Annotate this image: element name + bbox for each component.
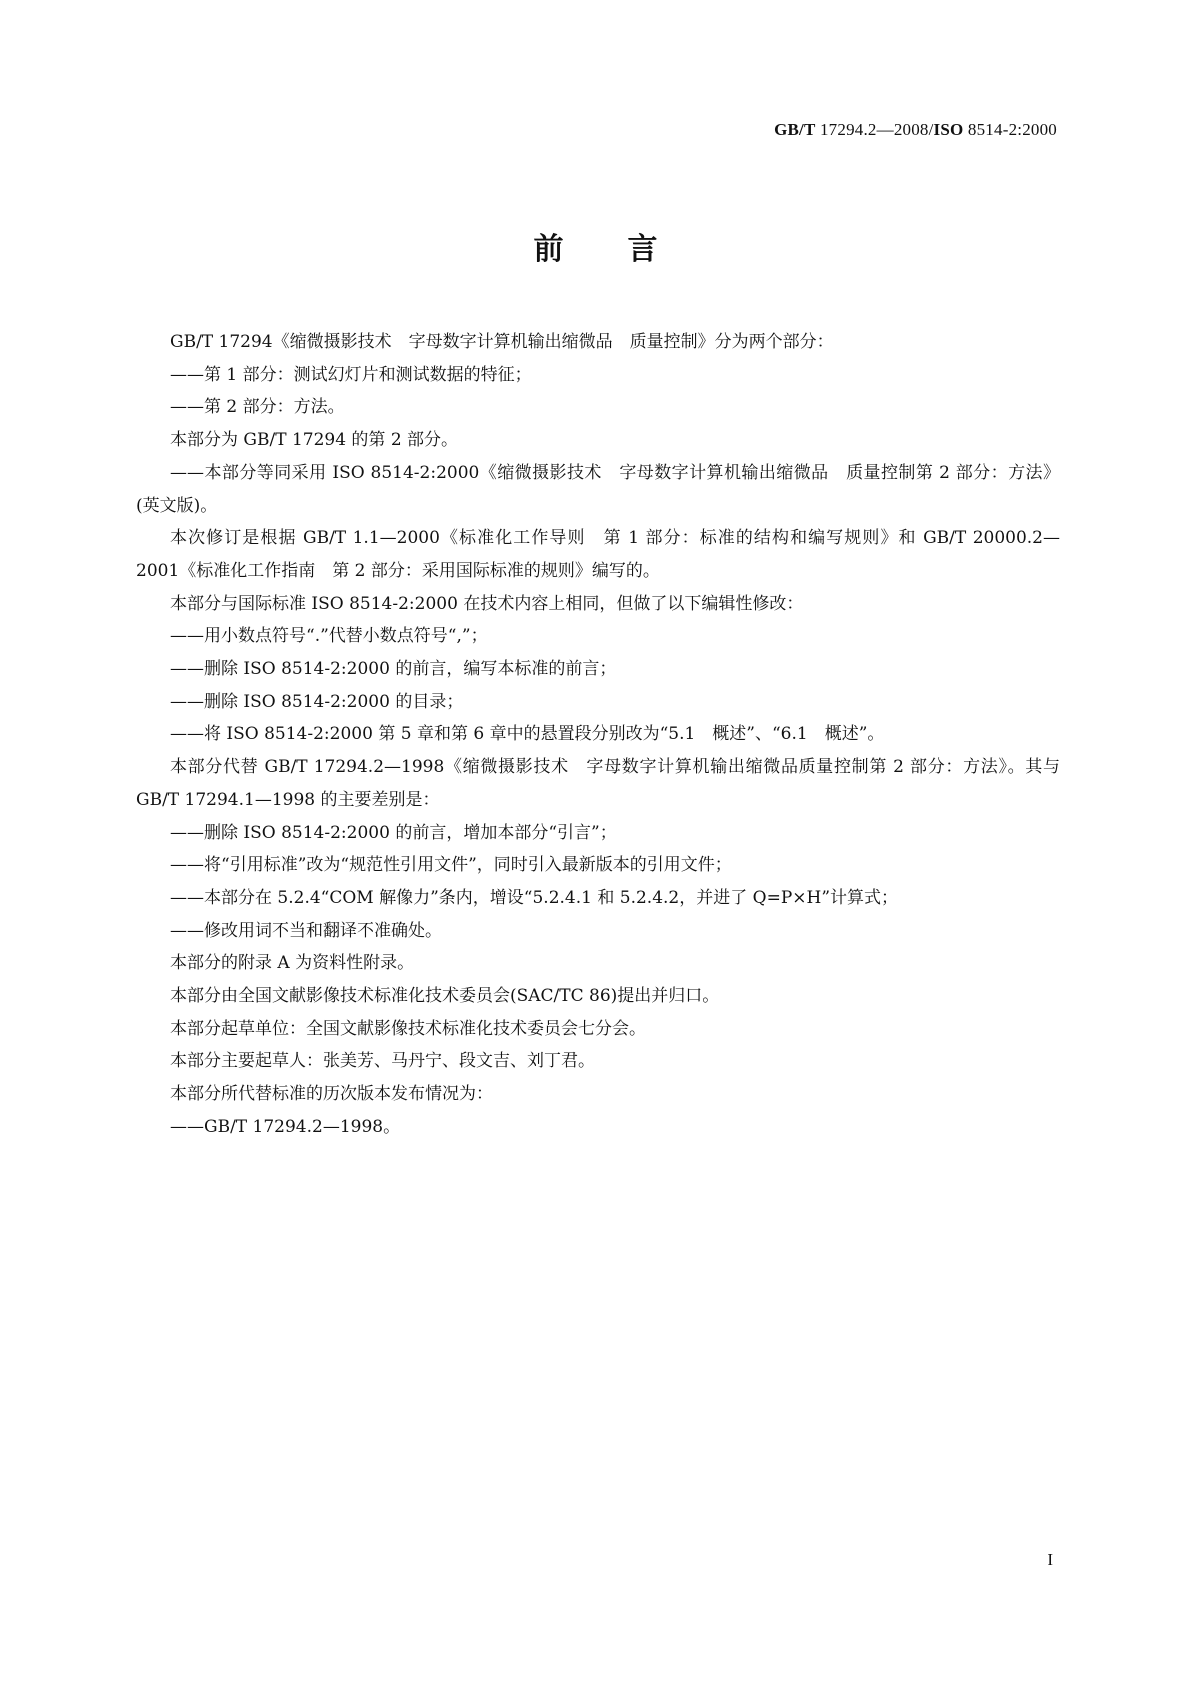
iso-prefix: ISO	[933, 120, 964, 139]
list-item: ——GB/T 17294.2—1998。	[170, 1116, 401, 1137]
paragraph: 本部分代替 GB/T 17294.2—1998《缩微摄影技术 字母数字计算机输出缩微品质量控制第 2 部分：方法》。其与 GB/T 17294.1—1998 的主要差别是：	[136, 757, 1060, 810]
list-item: ——本部分在 5.2.4“COM 解像力”条内，增设“5.2.4.1 和 5.2.4.2，并进了 Q=P×H”计算式；	[170, 887, 899, 908]
foreword-body	[136, 326, 1060, 1144]
standard-prefix: GB/T	[774, 120, 816, 139]
paragraph: 本部分与国际标准 ISO 8514-2:2000 在技术内容上相同，但做了以下编辑性修改：	[170, 593, 804, 614]
list-item: ——删除 ISO 8514-2:2000 的前言，增加本部分“引言”；	[170, 822, 617, 843]
paragraph: 本次修订是根据 GB/T 1.1—2000《标准化工作导则 第 1 部分：标准的结构和编写规则》和 GB/T 20000.2—2001《标准化工作指南 第 2 部分：采用国际标准的规则》编写的。	[136, 528, 1060, 581]
list-item: ——用小数点符号“.”代替小数点符号“,”；	[170, 626, 488, 647]
list-item: ——修改用词不当和翻译不准确处。	[170, 920, 442, 941]
iso-number: 8514-2:2000	[967, 120, 1057, 139]
list-item: ——第 2 部分：方法。	[170, 397, 345, 418]
paragraph: GB/T 17294《缩微摄影技术 字母数字计算机输出缩微品 质量控制》分为两个部分：	[170, 332, 834, 352]
paragraph: 本部分所代替标准的历次版本发布情况为：	[170, 1084, 493, 1105]
page-number: I	[1047, 1550, 1053, 1569]
paragraph: 本部分由全国文献影像技术标准化技术委员会(SAC/TC 86)提出并归口。	[170, 986, 720, 1007]
list-item: ——第 1 部分：测试幻灯片和测试数据的特征；	[170, 364, 532, 385]
list-item: ——本部分等同采用 ISO 8514-2:2000《缩微摄影技术 字母数字计算机输出缩微品 质量控制第 2 部分：方法》(英文版)。	[136, 462, 1060, 516]
paragraph: 本部分的附录 A 为资料性附录。	[170, 953, 415, 974]
paragraph: 本部分为 GB/T 17294 的第 2 部分。	[170, 430, 459, 451]
standard-number: 17294.2—2008/	[819, 120, 934, 139]
list-item: ——删除 ISO 8514-2:2000 的前言，编写本标准的前言；	[170, 659, 617, 680]
page-title: 前言	[533, 232, 722, 267]
paragraph: 本部分主要起草人：张美芳、马丹宁、段文吉、刘丁君。	[170, 1051, 595, 1072]
standard-code-header	[774, 120, 1057, 140]
list-item: ——删除 ISO 8514-2:2000 的目录；	[170, 691, 464, 712]
paragraph: 本部分起草单位：全国文献影像技术标准化技术委员会七分会。	[170, 1018, 646, 1039]
list-item: ——将 ISO 8514-2:2000 第 5 章和第 6 章中的悬置段分别改为“5.1 概述”、“6.1 概述”。	[170, 724, 885, 745]
list-item: ——将“引用标准”改为“规范性引用文件”，同时引入最新版本的引用文件；	[170, 855, 732, 876]
